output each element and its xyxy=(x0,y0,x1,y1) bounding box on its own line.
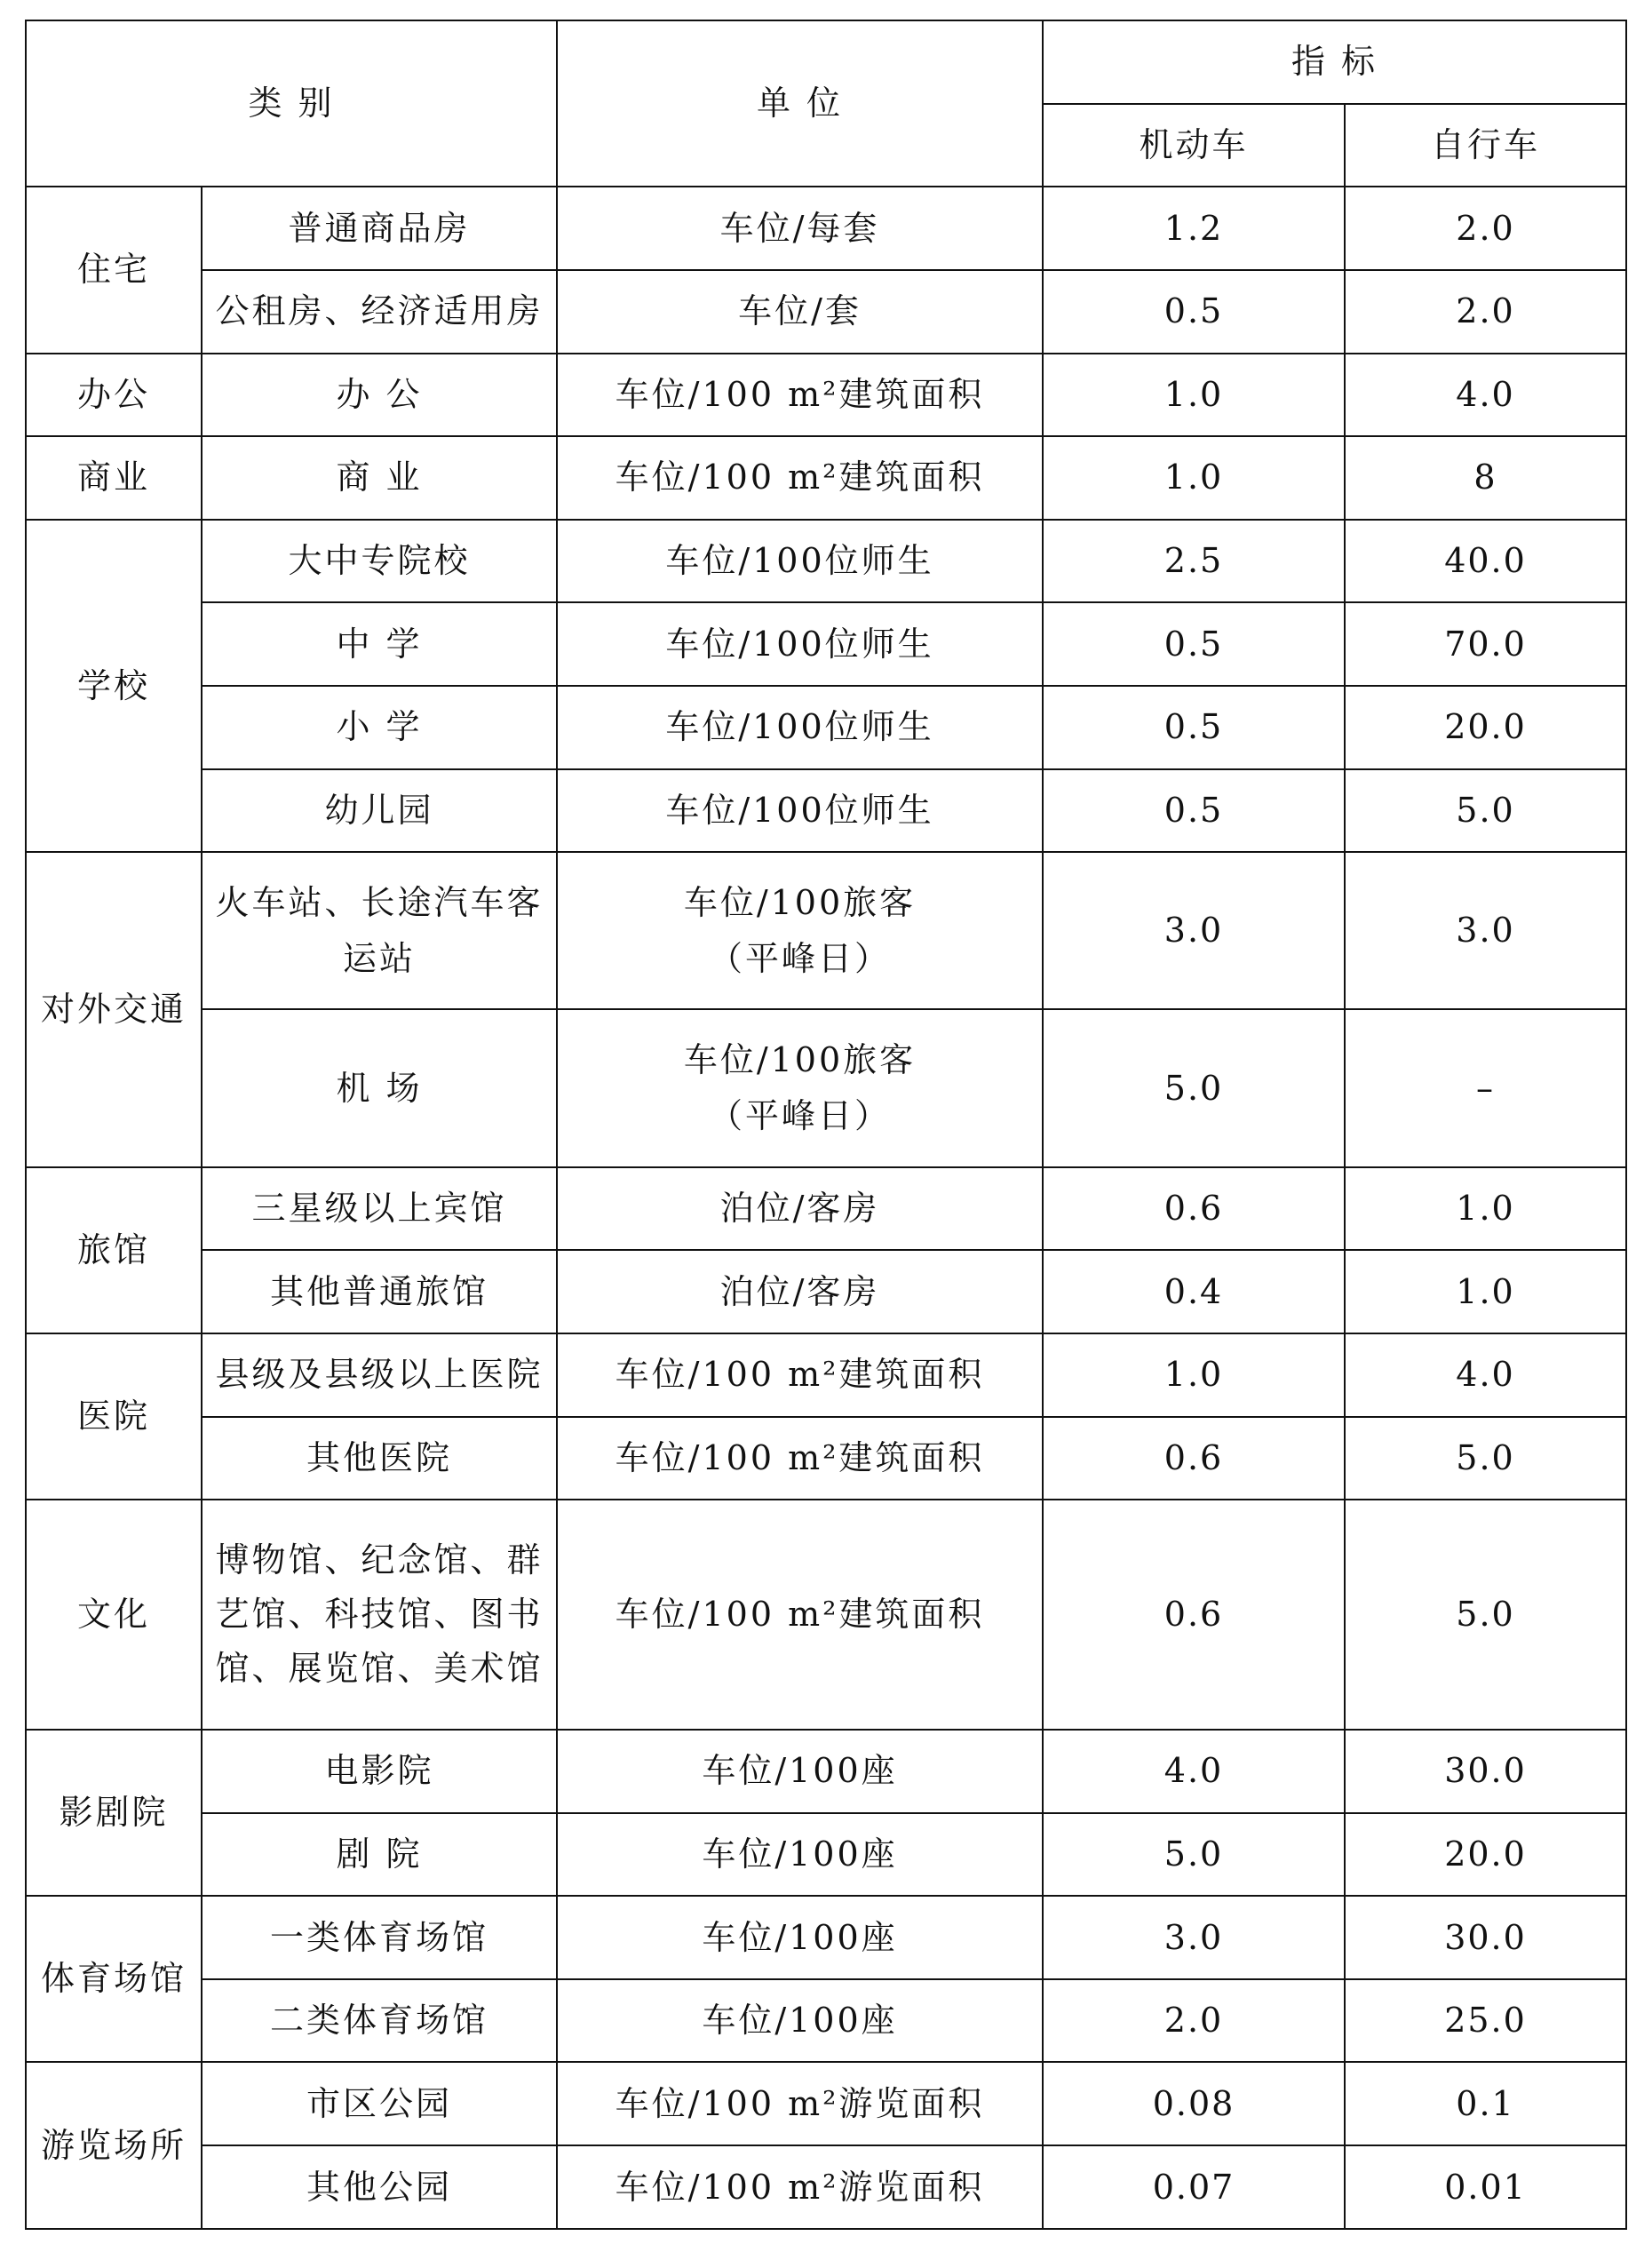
table-row xyxy=(26,1979,1626,2063)
group-cell: 办公 xyxy=(26,354,202,437)
table-row xyxy=(26,436,1626,520)
motor-cell: 0.5 xyxy=(1043,769,1345,853)
sub-cell: 其他公园 xyxy=(202,2145,557,2229)
motor-cell: 1.0 xyxy=(1043,436,1345,520)
table-row xyxy=(26,2145,1626,2229)
bicycle-cell: 5.0 xyxy=(1345,1500,1626,1730)
group-cell: 对外交通 xyxy=(26,852,202,1166)
bicycle-cell: 70.0 xyxy=(1345,602,1626,686)
bicycle-cell: 5.0 xyxy=(1345,769,1626,853)
sub-cell: 大中专院校 xyxy=(202,520,557,603)
unit-cell: 泊位/客房 xyxy=(557,1167,1043,1251)
sub-cell: 县级及县级以上医院 xyxy=(202,1333,557,1417)
motor-cell: 0.5 xyxy=(1043,270,1345,354)
table-row xyxy=(26,520,1626,603)
table-row xyxy=(26,270,1626,354)
motor-cell: 5.0 xyxy=(1043,1813,1345,1897)
motor-cell: 4.0 xyxy=(1043,1730,1345,1813)
bicycle-cell: 20.0 xyxy=(1345,1813,1626,1897)
unit-cell xyxy=(557,852,1043,1009)
bicycle-cell: 25.0 xyxy=(1345,1979,1626,2063)
table-row xyxy=(26,602,1626,686)
group-cell: 住宅 xyxy=(26,187,202,353)
sub-cell: 市区公园 xyxy=(202,2062,557,2145)
group-cell: 影剧院 xyxy=(26,1730,202,1896)
table-row xyxy=(26,1250,1626,1333)
group-cell: 学校 xyxy=(26,520,202,853)
table-row xyxy=(26,1009,1626,1166)
table-row xyxy=(26,852,1626,1009)
unit-cell: 车位/100位师生 xyxy=(557,686,1043,769)
group-cell: 文化 xyxy=(26,1500,202,1730)
unit-cell: 车位/100 m²建筑面积 xyxy=(557,1333,1043,1417)
group-cell: 医院 xyxy=(26,1333,202,1500)
unit-cell xyxy=(557,1009,1043,1166)
unit-cell: 车位/100座 xyxy=(557,1730,1043,1813)
sub-cell: 三星级以上宾馆 xyxy=(202,1167,557,1251)
unit-line: （平峰日） xyxy=(708,938,891,978)
unit-cell: 车位/100位师生 xyxy=(557,769,1043,853)
bicycle-cell: 20.0 xyxy=(1345,686,1626,769)
unit-line: 车位/100旅客 xyxy=(683,1040,917,1080)
parking-standard-sheet xyxy=(25,20,1625,2230)
sub-line: 运站 xyxy=(342,938,416,978)
sub-cell: 剧 院 xyxy=(202,1813,557,1897)
motor-cell: 3.0 xyxy=(1043,1896,1345,1979)
sub-cell: 办 公 xyxy=(202,354,557,437)
header-index: 指 标 xyxy=(1043,20,1626,104)
sub-line: 艺馆、科技馆、图书 xyxy=(215,1595,544,1635)
motor-cell: 0.6 xyxy=(1043,1417,1345,1500)
table-row xyxy=(26,686,1626,769)
group-cell: 游览场所 xyxy=(26,2062,202,2229)
unit-cell: 车位/100位师生 xyxy=(557,602,1043,686)
header-bicycle: 自行车 xyxy=(1345,104,1626,187)
unit-cell: 车位/100座 xyxy=(557,1813,1043,1897)
group-cell: 商业 xyxy=(26,436,202,520)
sub-cell: 一类体育场馆 xyxy=(202,1896,557,1979)
bicycle-cell: 2.0 xyxy=(1345,270,1626,354)
bicycle-cell: 5.0 xyxy=(1345,1417,1626,1500)
sub-cell: 小 学 xyxy=(202,686,557,769)
bicycle-cell: 40.0 xyxy=(1345,520,1626,603)
bicycle-cell: 1.0 xyxy=(1345,1250,1626,1333)
table-row xyxy=(26,1500,1626,1730)
unit-line: （平峰日） xyxy=(708,1096,891,1136)
bicycle-cell: 0.01 xyxy=(1345,2145,1626,2229)
bicycle-cell: 1.0 xyxy=(1345,1167,1626,1251)
sub-cell: 二类体育场馆 xyxy=(202,1979,557,2063)
motor-cell: 3.0 xyxy=(1043,852,1345,1009)
unit-cell: 车位/100 m²游览面积 xyxy=(557,2145,1043,2229)
motor-cell: 1.2 xyxy=(1043,187,1345,270)
table-row xyxy=(26,1813,1626,1897)
motor-cell: 0.5 xyxy=(1043,602,1345,686)
group-cell: 旅馆 xyxy=(26,1167,202,1333)
unit-cell: 车位/每套 xyxy=(557,187,1043,270)
table-row xyxy=(26,1730,1626,1813)
header-unit: 单 位 xyxy=(557,20,1043,187)
bicycle-cell: 30.0 xyxy=(1345,1730,1626,1813)
table-row xyxy=(26,769,1626,853)
group-cell: 体育场馆 xyxy=(26,1896,202,2062)
unit-cell: 车位/100座 xyxy=(557,1896,1043,1979)
motor-cell: 0.6 xyxy=(1043,1500,1345,1730)
unit-cell: 泊位/客房 xyxy=(557,1250,1043,1333)
unit-cell: 车位/100 m²建筑面积 xyxy=(557,436,1043,520)
sub-cell: 幼儿园 xyxy=(202,769,557,853)
bicycle-cell: 3.0 xyxy=(1345,852,1626,1009)
bicycle-cell: 4.0 xyxy=(1345,354,1626,437)
unit-cell: 车位/100 m²建筑面积 xyxy=(557,1500,1043,1730)
unit-cell: 车位/100位师生 xyxy=(557,520,1043,603)
table-row xyxy=(26,354,1626,437)
sub-cell xyxy=(202,852,557,1009)
motor-cell: 5.0 xyxy=(1043,1009,1345,1166)
motor-cell: 1.0 xyxy=(1043,354,1345,437)
motor-cell: 0.4 xyxy=(1043,1250,1345,1333)
motor-cell: 0.5 xyxy=(1043,686,1345,769)
table-row xyxy=(26,1167,1626,1251)
unit-line: 车位/100旅客 xyxy=(683,883,917,923)
motor-cell: 0.07 xyxy=(1043,2145,1345,2229)
unit-cell: 车位/100 m²游览面积 xyxy=(557,2062,1043,2145)
motor-cell: 0.08 xyxy=(1043,2062,1345,2145)
sub-cell xyxy=(202,1500,557,1730)
bicycle-cell: 2.0 xyxy=(1345,187,1626,270)
motor-cell: 2.5 xyxy=(1043,520,1345,603)
bicycle-cell: 8 xyxy=(1345,436,1626,520)
parking-index-table xyxy=(25,20,1627,2230)
bicycle-cell: – xyxy=(1345,1009,1626,1166)
motor-cell: 0.6 xyxy=(1043,1167,1345,1251)
table-row xyxy=(26,1896,1626,1979)
bicycle-cell: 30.0 xyxy=(1345,1896,1626,1979)
sub-cell: 公租房、经济适用房 xyxy=(202,270,557,354)
motor-cell: 2.0 xyxy=(1043,1979,1345,2063)
sub-cell: 其他医院 xyxy=(202,1417,557,1500)
unit-cell: 车位/100 m²建筑面积 xyxy=(557,1417,1043,1500)
unit-cell: 车位/100 m²建筑面积 xyxy=(557,354,1043,437)
unit-cell: 车位/100座 xyxy=(557,1979,1043,2063)
bicycle-cell: 4.0 xyxy=(1345,1333,1626,1417)
bicycle-cell: 0.1 xyxy=(1345,2062,1626,2145)
unit-cell: 车位/套 xyxy=(557,270,1043,354)
sub-line: 火车站、长途汽车客 xyxy=(215,883,544,923)
sub-cell: 机 场 xyxy=(202,1009,557,1166)
table-row xyxy=(26,1417,1626,1500)
header-motor: 机动车 xyxy=(1043,104,1345,187)
table-row xyxy=(26,187,1626,270)
sub-cell: 电影院 xyxy=(202,1730,557,1813)
table-row xyxy=(26,1333,1626,1417)
sub-cell: 商 业 xyxy=(202,436,557,520)
sub-line: 博物馆、纪念馆、群 xyxy=(215,1540,544,1580)
sub-cell: 其他普通旅馆 xyxy=(202,1250,557,1333)
sub-line: 馆、展览馆、美术馆 xyxy=(215,1648,544,1688)
sub-cell: 普通商品房 xyxy=(202,187,557,270)
header-category: 类 别 xyxy=(26,20,557,187)
table-row xyxy=(26,2062,1626,2145)
motor-cell: 1.0 xyxy=(1043,1333,1345,1417)
sub-cell: 中 学 xyxy=(202,602,557,686)
